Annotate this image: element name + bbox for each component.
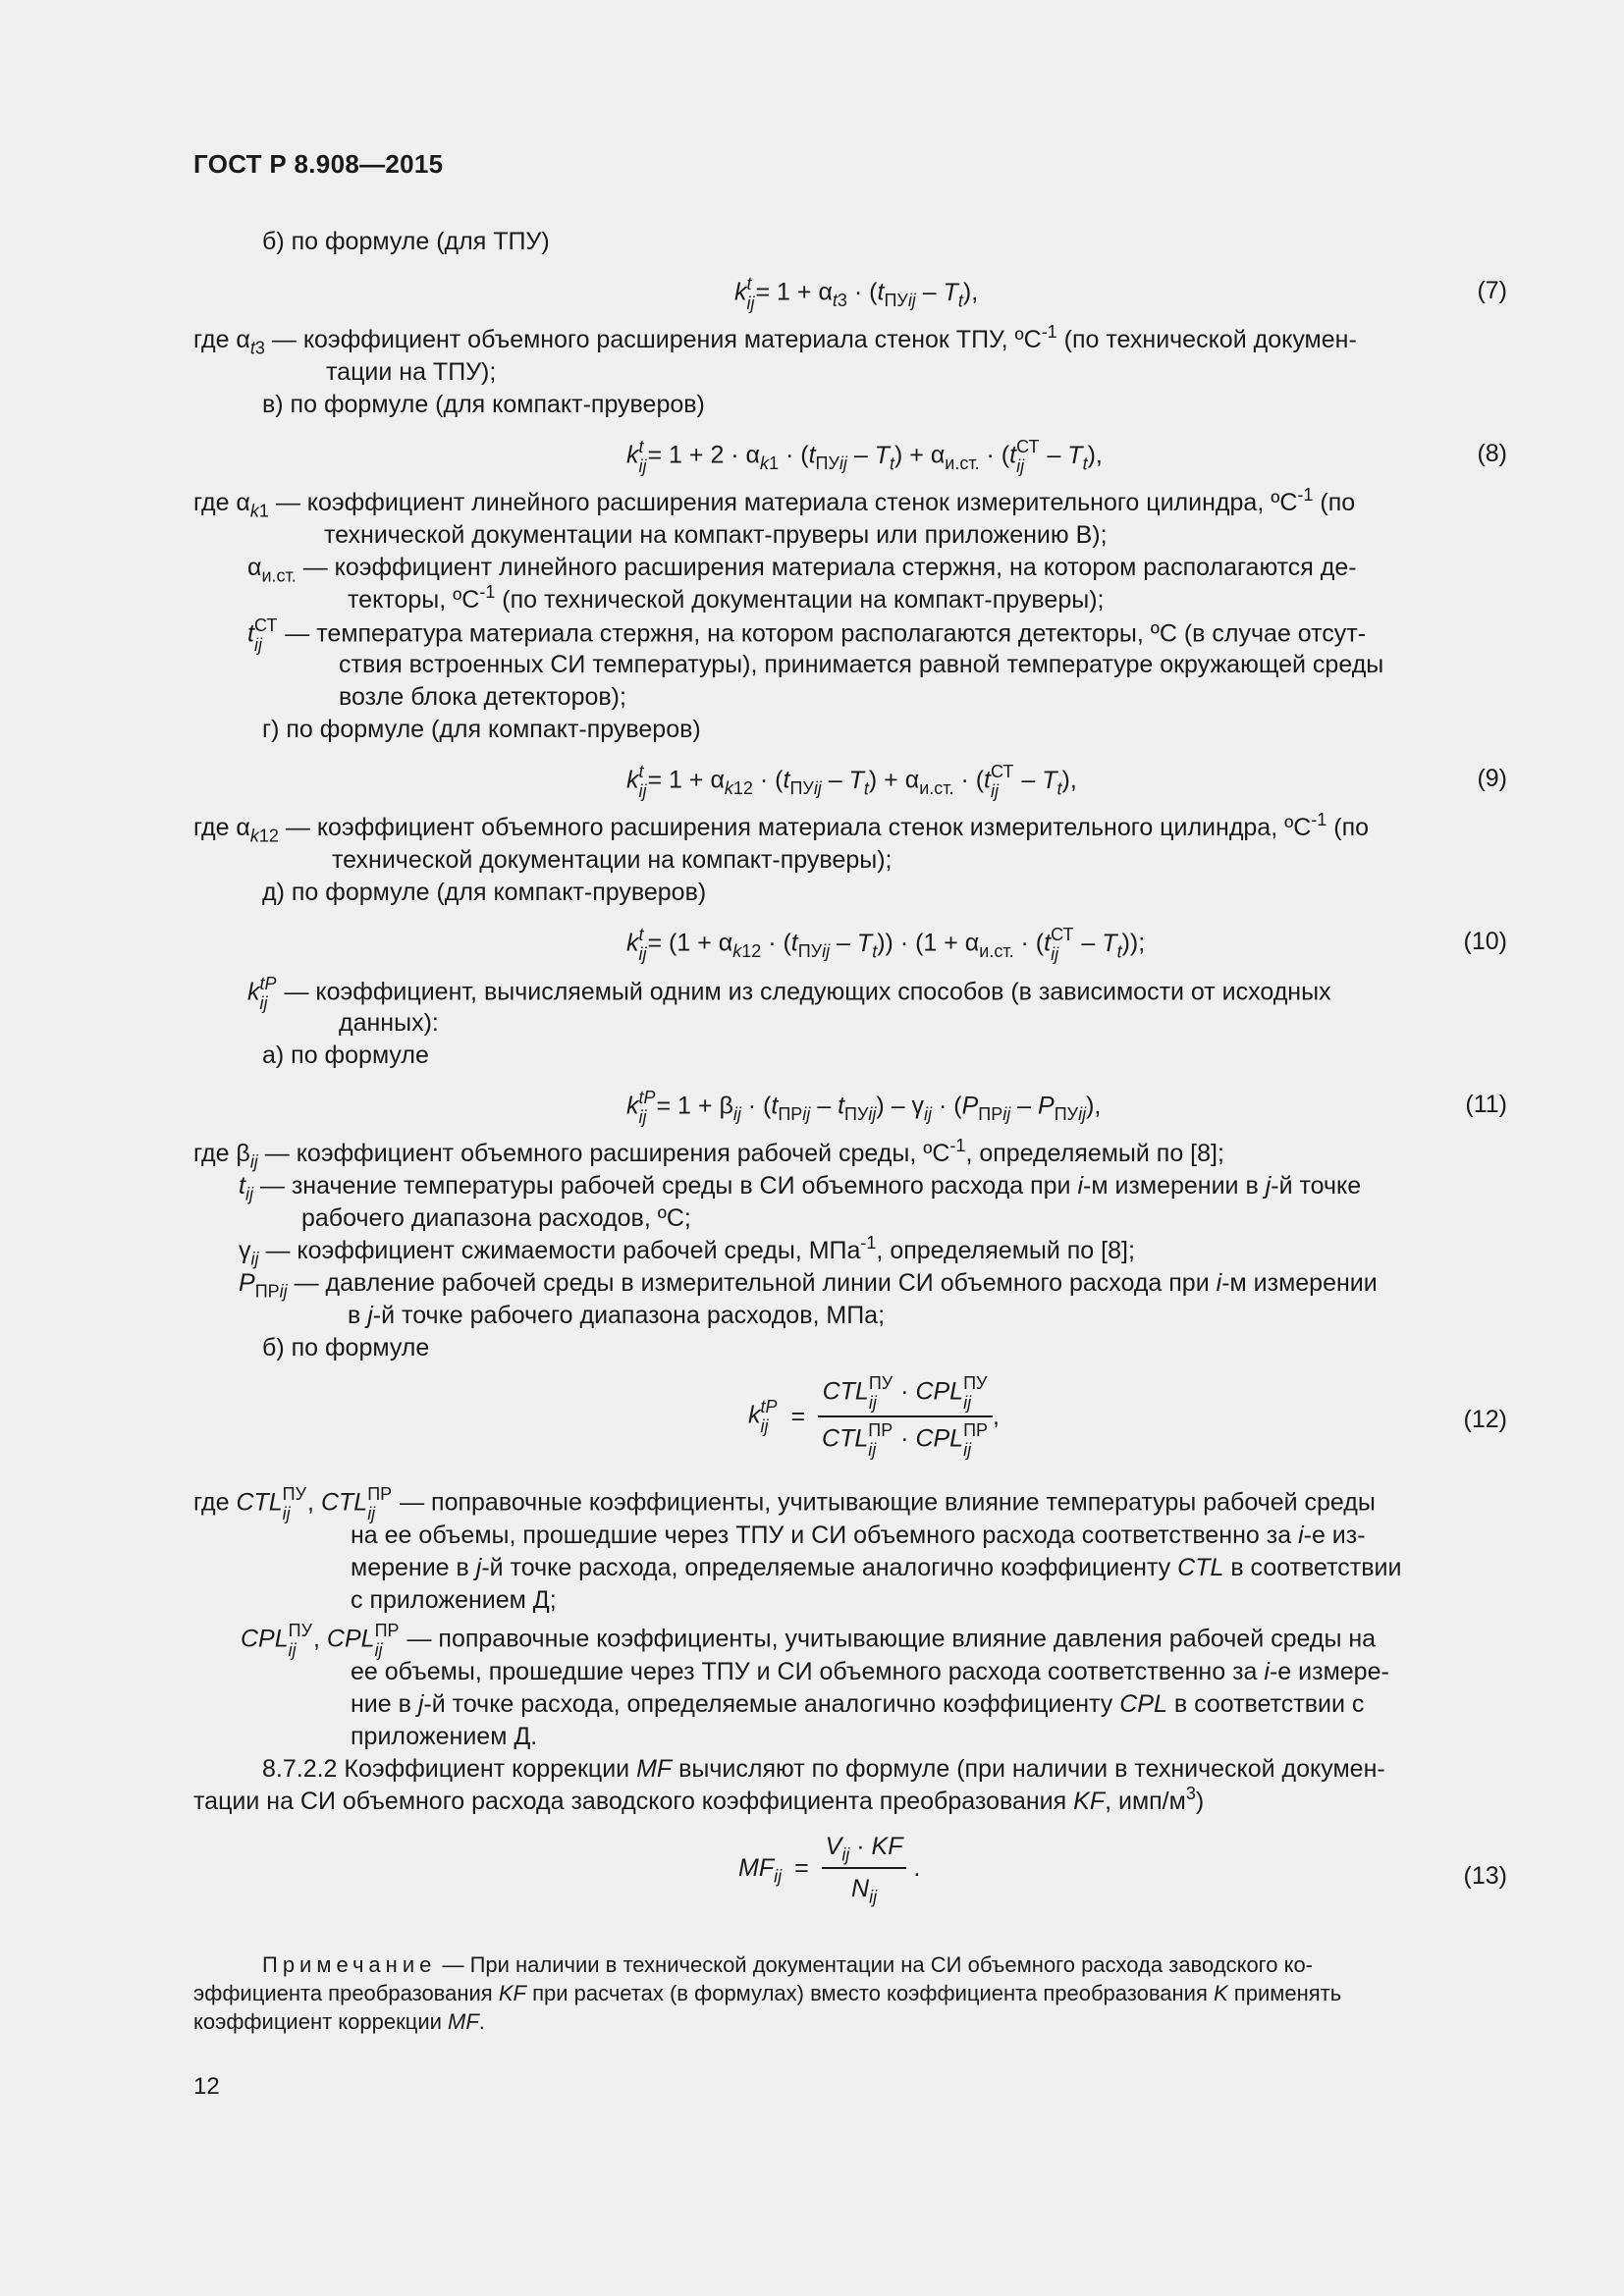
def-k-tp: k tP ij — коэффициент, вычисляемый одним из следующих способов (в зависимости от исходных [247, 974, 1331, 1013]
item-d-label: д) по формуле (для компакт-пруверов) [262, 879, 707, 906]
formula-7: k t ij = $1 + \alpha_{t3} \cdot (t_{ПУij} - T_t)$, [734, 274, 979, 313]
item-b2-label: б) по формуле [262, 1334, 430, 1362]
item-g-label: г) по формуле (для компакт-пруверов) [262, 716, 701, 743]
para-8-7-2-2: 8.7.2.2 Коэффициент коррекции MF вычисляют по формуле (при наличии в технической докумен- [262, 1755, 1385, 1783]
note-cont2: коэффициент коррекции MF. [193, 2009, 485, 2034]
def-cpl-cont1: ее объемы, прошедшие через ТПУ и СИ объемного расхода соответственно за i-е измере- [351, 1658, 1389, 1685]
eq-number-7: (7) [1477, 277, 1507, 304]
para-8-7-2-2-cont: тации на СИ объемного расхода заводского коэффициента преобразования KF, имп/$м^3$) [193, 1784, 1205, 1815]
def-alpha-k12: где $\alpha_{k12}$ — коэффициент объемного расширения материала стенок измерительного цилиндра, ºC$^{-1}$ (по [193, 810, 1370, 846]
def-beta: где $\beta_{ij}$ — коэффициент объемного расширения рабочей среды, ºC$^{-1}$, определяемый по [8]; [193, 1136, 1224, 1172]
def-alpha-k1: где $\alpha_{k1}$ — коэффициент линейного расширения материала стенок измерительного цилиндра, ºC$^{-1}$ (по [193, 485, 1356, 521]
def-alpha-t3-cont: тации на ТПУ); [326, 358, 497, 386]
formula-9: k t ij = $1 + \alpha_{k12} \cdot (t_{ПУij} - T_t) + \alpha_{и.ст.} \cdot (t$ СТ ij – $T_t$), [626, 762, 1077, 801]
def-alpha-t3: где $\alpha_{t3}$ — коэффициент объемного расширения материала стенок ТПУ, ºC$^{-1}$ (по технической докумен- [193, 322, 1357, 358]
def-gamma: $\gamma_{ij}$ — коэффициент сжимаемости рабочей среды, МПа$^{-1}$, определяемый по [8]; [239, 1233, 1135, 1269]
eq-number-13: (13) [1463, 1862, 1507, 1890]
def-k-tp-cont: данных): [339, 1009, 439, 1037]
eq-number-12: (12) [1463, 1406, 1507, 1433]
page-header: ГОСТ Р 8.908—2015 [193, 149, 444, 179]
def-t-ct: t СТ ij — температура материала стержня, на котором располагаются детекторы, ºC (в случае отсут- [247, 615, 1367, 655]
def-p-pr-cont: в j-й точке рабочего диапазона расходов, МПа; [348, 1302, 886, 1329]
item-a-label: а) по формуле [262, 1041, 429, 1069]
def-alpha-ist-cont: текторы, ºC$^{-1}$ (по технической документации на компакт-пруверы); [348, 582, 1105, 614]
def-ctl-cont2: мерение в j-й точке расхода, определяемые аналогично коэффициенту CTL в соответствии [351, 1554, 1402, 1581]
def-alpha-k1-cont: технической документации на компакт-пруверы или приложению В); [324, 521, 1108, 549]
def-cpl-cont2: ние в j-й точке расхода, определяемые аналогично коэффициенту CPL в соответствии с [351, 1690, 1365, 1718]
def-t-ij-cont: рабочего диапазона расходов, ºC; [301, 1204, 691, 1232]
formula-13: $MF_{ij}$ = $\frac{V_{ij} \cdot KF}{N_{ij}}$ . [738, 1833, 921, 1907]
item-v-label: в) по формуле (для компакт-пруверов) [262, 391, 705, 418]
eq-number-11: (11) [1465, 1091, 1507, 1118]
page-number: 12 [193, 2073, 220, 2100]
formula-12: k tP ij = CTL ПУ ij · CPL ПУ ij CTL ПР ij · CPL ПР ij , [748, 1373, 1000, 1460]
def-t-ij: $t_{ij}$ — значение температуры рабочей среды в СИ объемного расхода при i-м измерении в j-й точке [239, 1172, 1362, 1204]
eq-number-10: (10) [1463, 928, 1507, 955]
formula-11: k tP ij = $1 + \beta_{ij} \cdot (t_{ПРij} - t_{ПУij}) - \gamma_{ij} \cdot (P_{ПРij} - P_{ПУij})$, [626, 1088, 1102, 1127]
def-ctl-cont1: на ее объемы, прошедшие через ТПУ и СИ объемного расхода соответственно за i-е из- [351, 1522, 1366, 1549]
def-t-ct-cont1: ствия встроенных СИ температуры), принимается равной температуре окружающей среды [339, 651, 1384, 678]
def-alpha-k12-cont: технической документации на компакт-пруверы); [332, 846, 893, 874]
note: Примечание — При наличии в технической документации на СИ объемного расхода заводского ко- [262, 1952, 1314, 1977]
def-alpha-ist: $\alpha_{и.ст.}$ — коэффициент линейного расширения материала стержня, на котором располагаются де- [247, 554, 1357, 586]
note-cont1: эффициента преобразования KF при расчетах (в формулах) вместо коэффициента преобразования K применять [193, 1981, 1342, 2005]
def-cpl-cont3: приложением Д. [351, 1723, 538, 1750]
eq-number-9: (9) [1477, 765, 1507, 792]
def-p-pr: $P_{ПРij}$ — давление рабочей среды в измерительной линии СИ объемного расхода при i-м измерении [239, 1269, 1378, 1302]
formula-8: k t ij = $1 + 2 \cdot \alpha_{k1} \cdot (t_{ПУij} - T_t) + \alpha_{и.ст.} \cdot (t$ СТ ij – $T_t$), [626, 437, 1103, 476]
item-b-label: б) по формуле (для ТПУ) [262, 228, 550, 255]
eq-number-8: (8) [1477, 440, 1507, 467]
def-ctl-cont3: с приложением Д; [351, 1586, 557, 1614]
def-cpl: CPL ПУ ij , CPL ПР ij — поправочные коэффициенты, учитывающие влияние давления рабочей среды на [241, 1621, 1377, 1660]
def-t-ct-cont2: возле блока детекторов); [339, 683, 626, 711]
formula-10: k t ij = $(1 + \alpha_{k12} \cdot (t_{ПУij} - T_t)) \cdot (1 + \alpha_{и.ст.} \cdot (t$ СТ ij – $T_t$)); [626, 925, 1146, 964]
note-label: Примечание [262, 1952, 437, 1977]
def-ctl: где CTL ПУ ij , CTL ПР ij — поправочные коэффициенты, учитывающие влияние температуры рабочей среды [193, 1484, 1376, 1523]
